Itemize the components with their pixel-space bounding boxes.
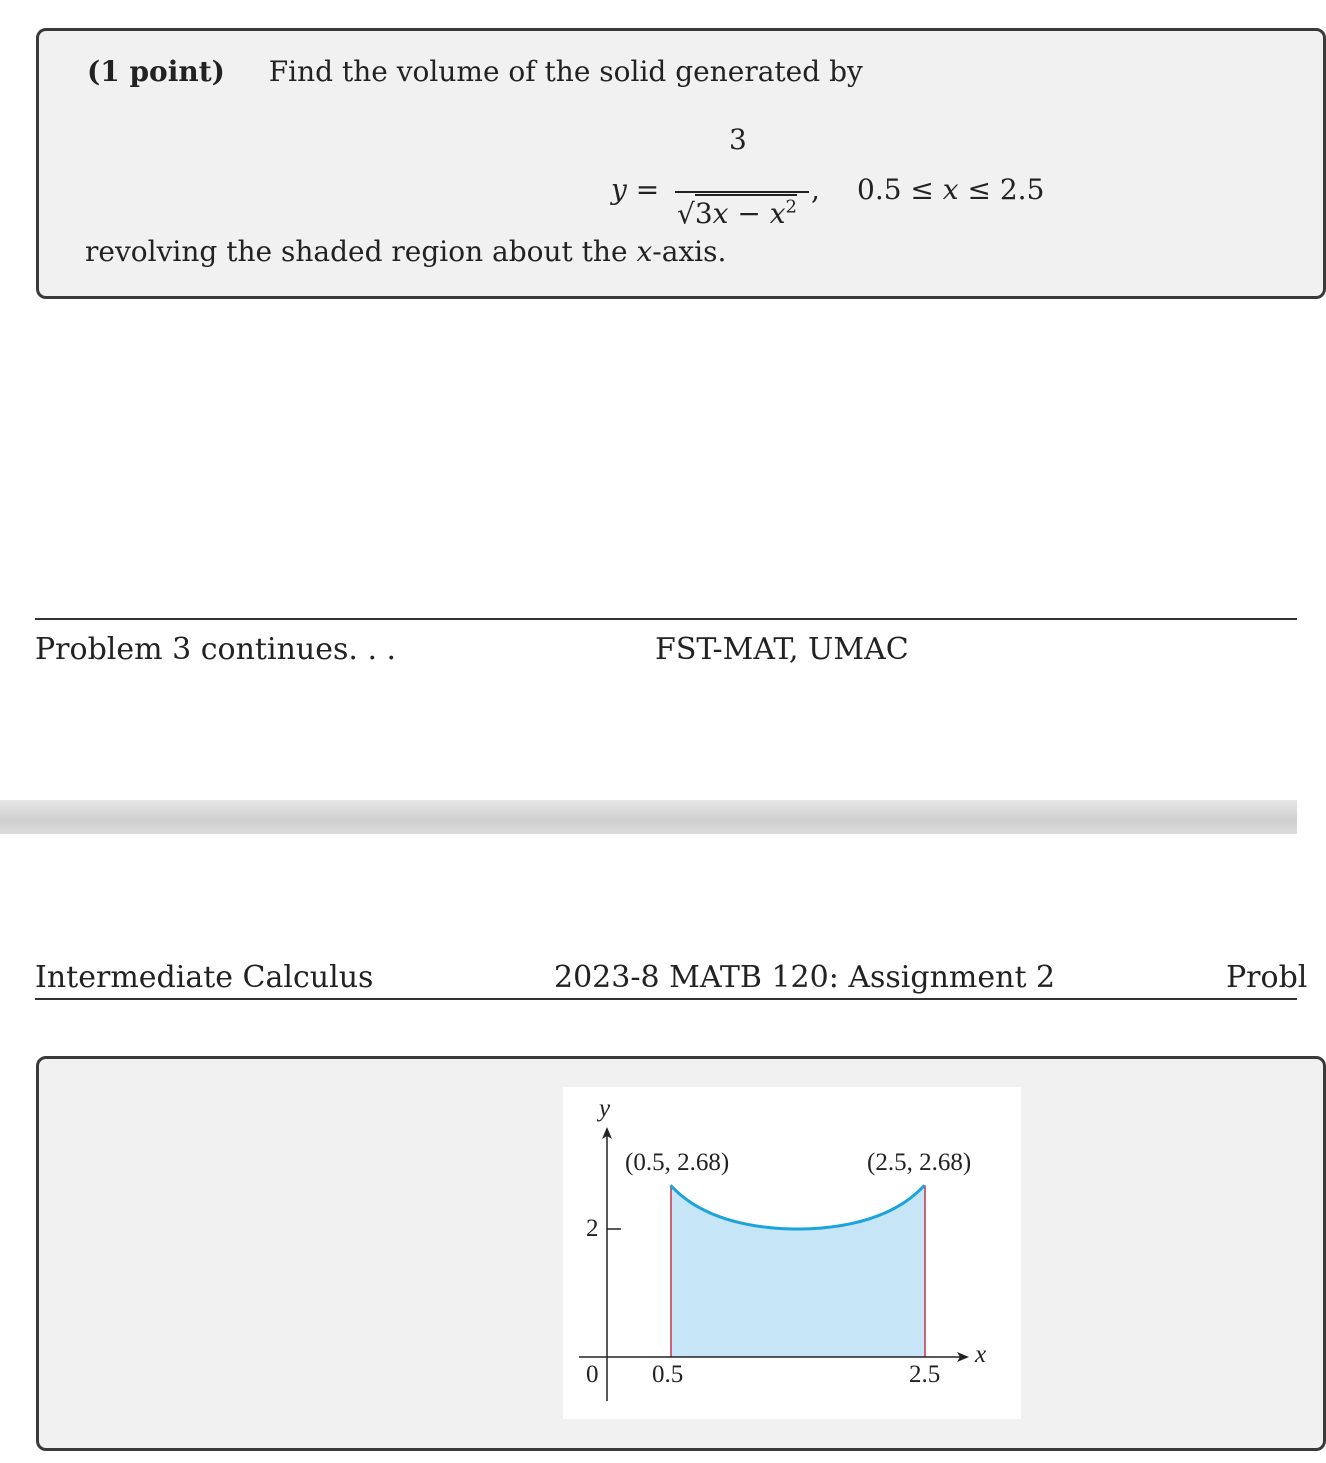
formula-comma: , — [811, 173, 820, 206]
footer-left-text: Problem 3 continues. . . — [35, 632, 397, 667]
figure-graphic — [563, 1087, 1021, 1419]
figure-box — [36, 1056, 1326, 1451]
problem-outro-line: revolving the shaded region about the x-axis. — [85, 235, 727, 268]
header-right-text: Probl — [1226, 960, 1308, 995]
point-label-left: (0.5, 2.68) — [625, 1149, 730, 1176]
x-tick-label-left: 0.5 — [652, 1361, 684, 1388]
formula-range: 0.5 ≤ x ≤ 2.5 — [857, 173, 1045, 206]
header-left-text: Intermediate Calculus — [35, 960, 374, 995]
footer-center-text: FST-MAT, UMAC — [655, 632, 909, 667]
formula-numerator: 3 — [729, 123, 747, 156]
fraction-bar — [675, 191, 809, 193]
formula-denominator: $√3x - x^2$ — [677, 197, 797, 230]
region-figure — [563, 1087, 1021, 1419]
origin-label: 0 — [586, 1361, 599, 1388]
formula-lhs: y = — [611, 173, 660, 206]
intro-text: Find the volume of the solid generated by — [268, 55, 863, 88]
y-tick-label: 2 — [586, 1215, 599, 1242]
points-label: (1 point) — [87, 55, 225, 88]
x-axis-label: x — [975, 1341, 987, 1368]
page-bottom — [0, 834, 1308, 1463]
header-center-text: 2023-8 MATB 120: Assignment 2 — [554, 960, 1056, 995]
problem-statement-box — [36, 28, 1326, 299]
page-separator — [0, 800, 1297, 834]
point-label-right: (2.5, 2.68) — [867, 1149, 972, 1176]
x-tick-label-right: 2.5 — [909, 1361, 941, 1388]
formula — [571, 121, 1071, 241]
problem-intro-line — [87, 55, 863, 88]
y-axis-label: y — [599, 1095, 611, 1122]
header-rule — [35, 998, 1297, 1000]
footer-rule — [35, 618, 1297, 620]
